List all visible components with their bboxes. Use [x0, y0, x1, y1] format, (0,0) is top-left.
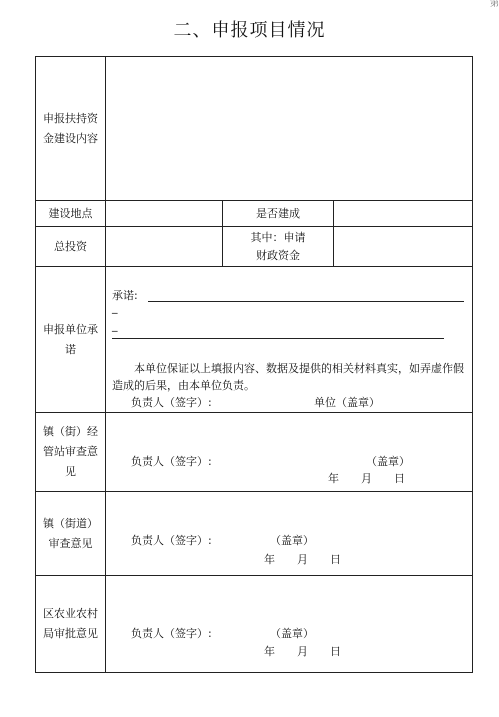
row-district [36, 576, 473, 673]
apply-funds-input-cell[interactable] [334, 227, 473, 267]
district-label-cell [36, 576, 106, 673]
commitment-unit-seal: 单位（盖章） [314, 396, 380, 409]
is-built-label: 是否建成 [223, 201, 334, 227]
apply-funds-label-cell [223, 227, 334, 267]
district-date: 年 月 日 [264, 645, 341, 658]
town-label-line2: 审查意见 [48, 536, 93, 550]
location-label: 建设地点 [36, 201, 106, 227]
commitment-statement: 本单位保证以上填报内容、数据及提供的相关材料真实，如弄虚作假造成的后果，由本单位负责。 [112, 362, 464, 392]
district-label-line2: 局审批意见 [43, 627, 98, 640]
town-station-seal: （盖章） [366, 455, 410, 468]
location-input-cell[interactable] [106, 201, 223, 227]
district-opinion-cell[interactable] [106, 576, 473, 673]
promise-label: 承诺: [112, 289, 138, 302]
town-seal: （盖章） [270, 534, 314, 547]
investment-input-cell[interactable] [106, 227, 223, 267]
row-town [36, 492, 473, 576]
promise-dash-1: _ [112, 301, 118, 314]
content-label-line1: 申报扶持资 [43, 111, 98, 125]
application-form-table [35, 56, 473, 673]
town-station-label-line1: 镇（街）经 [43, 425, 98, 438]
town-station-date: 年 月 日 [328, 472, 405, 485]
district-label-line1: 区农业农村 [43, 607, 98, 620]
promise-line-2[interactable] [112, 338, 444, 339]
town-signer: 负责人（签字）: [131, 534, 212, 547]
commitment-label-line2: 诺 [65, 342, 76, 356]
is-built-input-cell[interactable] [334, 201, 473, 227]
row-commitment [36, 267, 473, 413]
town-station-label-line2: 管站审查意 [43, 445, 98, 458]
row-investment [36, 227, 473, 267]
page-corner-mark: 第 [489, 0, 499, 9]
commitment-label-line1: 申报单位承 [43, 322, 98, 336]
district-signer: 负责人（签字）: [131, 627, 212, 640]
town-station-label-cell [36, 413, 106, 492]
apply-funds-line1: 其中：申请 [250, 230, 306, 244]
commitment-content-cell [106, 267, 473, 413]
town-station-signer: 负责人（签字）: [131, 455, 212, 468]
apply-funds-line2: 财政资金 [256, 248, 300, 262]
commitment-signer: 负责人（签字）: [131, 396, 212, 409]
row-town-station [36, 413, 473, 492]
content-input-cell[interactable] [106, 57, 473, 201]
row-content [36, 57, 473, 201]
row-location [36, 201, 473, 227]
town-station-label-line3: 见 [65, 465, 76, 478]
district-seal: （盖章） [270, 627, 314, 640]
town-label-cell [36, 492, 106, 576]
content-label-line2: 金建设内容 [43, 131, 98, 145]
town-opinion-cell[interactable] [106, 492, 473, 576]
promise-dash-2: _ [112, 319, 118, 332]
investment-label: 总投资 [36, 227, 106, 267]
town-label-line1: 镇（街道） [43, 516, 98, 530]
town-station-opinion-cell[interactable] [106, 413, 473, 492]
commitment-label-cell [36, 267, 106, 413]
town-date: 年 月 日 [264, 553, 341, 566]
content-label-cell [36, 57, 106, 201]
promise-line-1[interactable] [148, 301, 464, 302]
page-title: 二、申报项目情况 [173, 20, 326, 41]
